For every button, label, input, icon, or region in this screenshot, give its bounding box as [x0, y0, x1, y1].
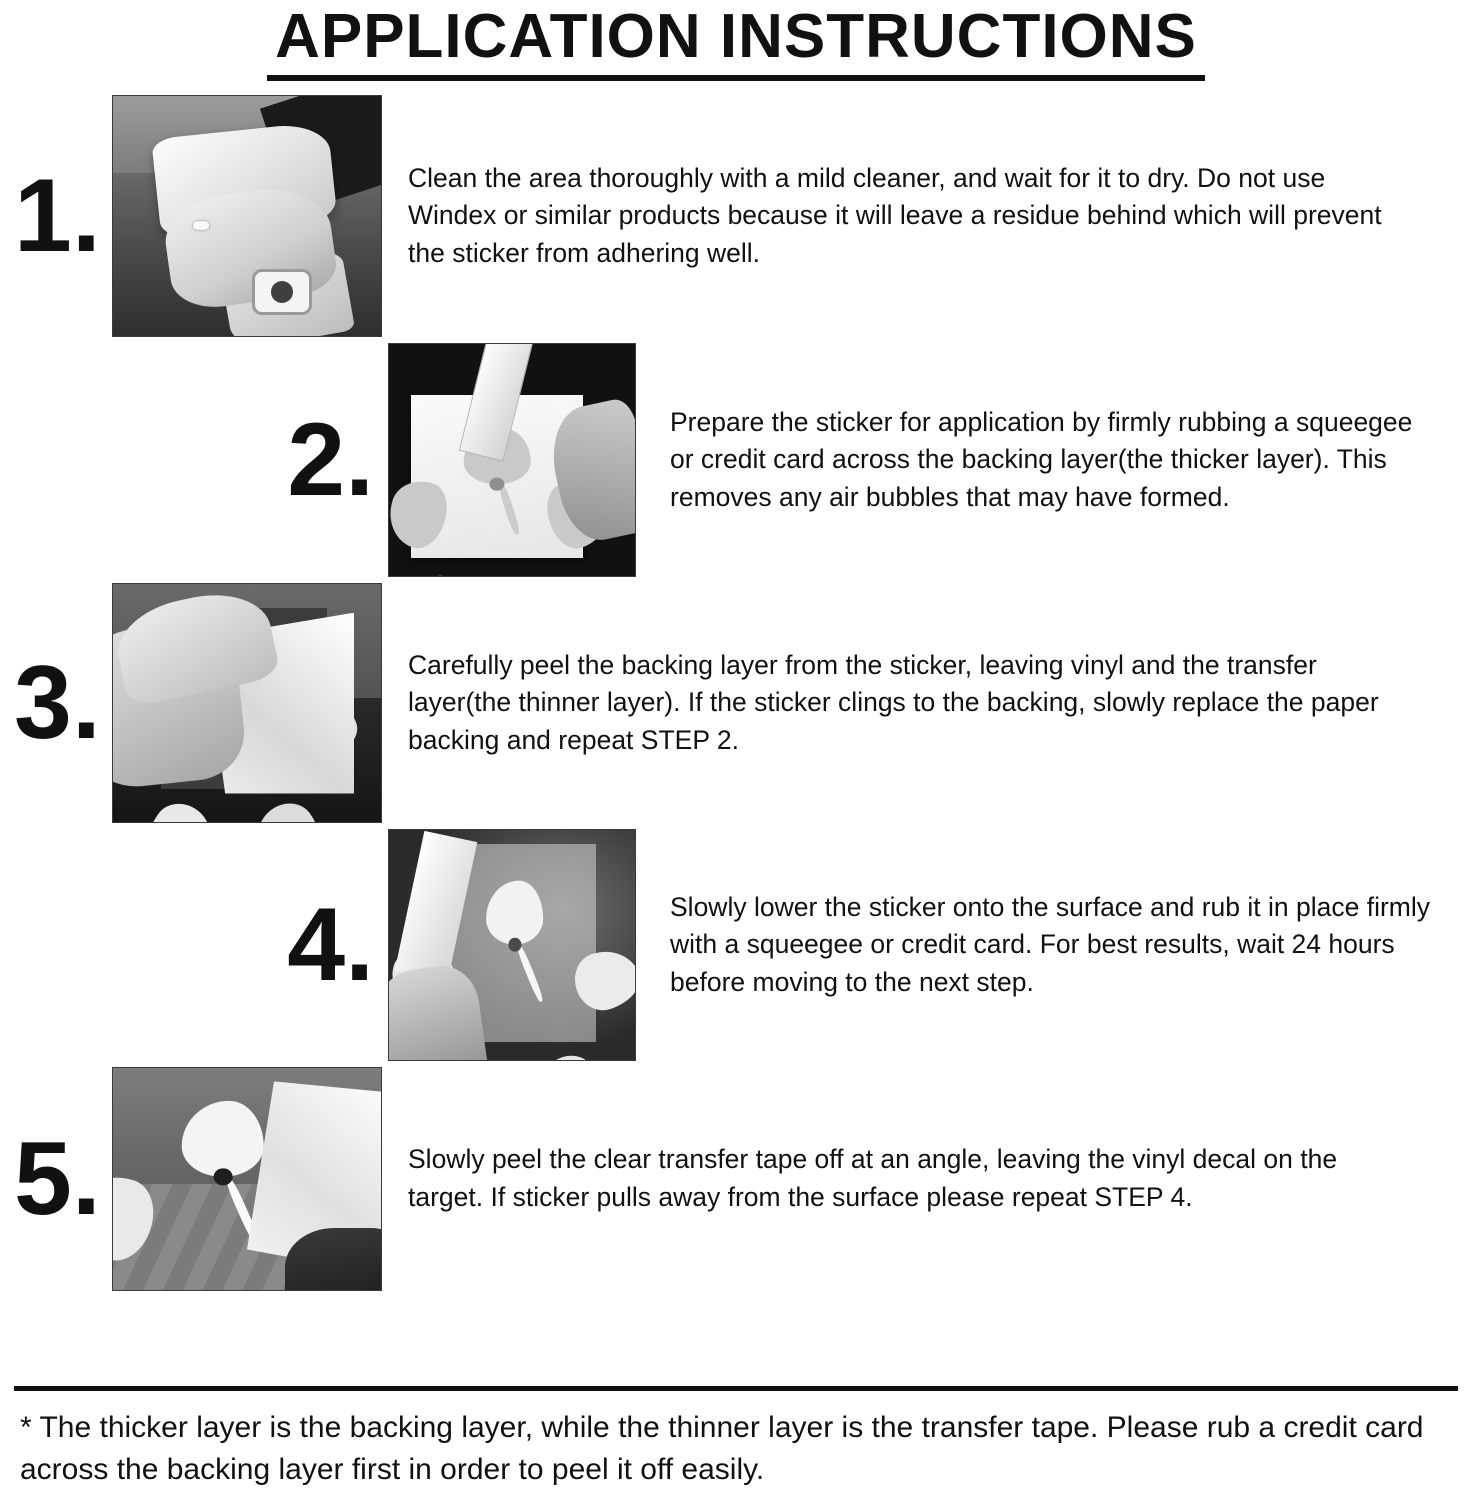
photo-peeling-backing-layer — [112, 583, 382, 823]
step-text-4: Slowly lower the sticker onto the surface and rub it in place firmly with a squeegee or credit card. For best results, wait 24 hours before moving to the next step. — [670, 891, 1430, 997]
page-title-wrapper — [14, 0, 1458, 81]
step-number-5: 5. — [14, 1121, 101, 1238]
step-number-2: 2. — [287, 402, 374, 519]
step-item-1 — [14, 95, 1458, 337]
step-number-1: 1. — [14, 158, 101, 275]
footnote-text: * The thicker layer is the backing layer, while the thinner layer is the transfer tape. Please rub a credit card across the backing layer first in order to peel it off easily. — [20, 1410, 1424, 1487]
page-title: APPLICATION INSTRUCTIONS — [267, 4, 1205, 81]
step-item-2 — [14, 343, 1458, 577]
step-text-3: Carefully peel the backing layer from the sticker, leaving vinyl and the transfer layer(the thinner layer). If the sticker clings to the backing, slowly replace the paper backing and repeat STEP 2. — [408, 649, 1379, 755]
step-item-5 — [14, 1067, 1458, 1291]
photo-squeegee-rubbing-backing-layer — [388, 343, 636, 577]
footer — [14, 1386, 1458, 1500]
step-text-1: Clean the area thoroughly with a mild cleaner, and wait for it to dry. Do not use Windex or similar products because it will leave a residue behind which will prevent the sticker from adhering well. — [408, 162, 1382, 268]
step-number-4: 4. — [287, 887, 374, 1004]
step-item-3 — [14, 583, 1458, 823]
photo-cleaning-surface-with-cloth — [112, 95, 382, 337]
step-text-2: Prepare the sticker for application by firmly rubbing a squeegee or credit card across the backing layer(the thicker layer). This removes any air bubbles that may have formed. — [670, 406, 1413, 512]
footer-divider — [14, 1386, 1458, 1391]
photo-lowering-sticker-onto-surface — [388, 829, 636, 1061]
steps-list — [14, 95, 1458, 1295]
step-item-4 — [14, 829, 1458, 1061]
step-text-5: Slowly peel the clear transfer tape off at an angle, leaving the vinyl decal on the target. If sticker pulls away from the surface please repeat STEP 4. — [408, 1144, 1338, 1213]
photo-peeling-transfer-tape — [112, 1067, 382, 1291]
step-number-3: 3. — [14, 645, 101, 762]
